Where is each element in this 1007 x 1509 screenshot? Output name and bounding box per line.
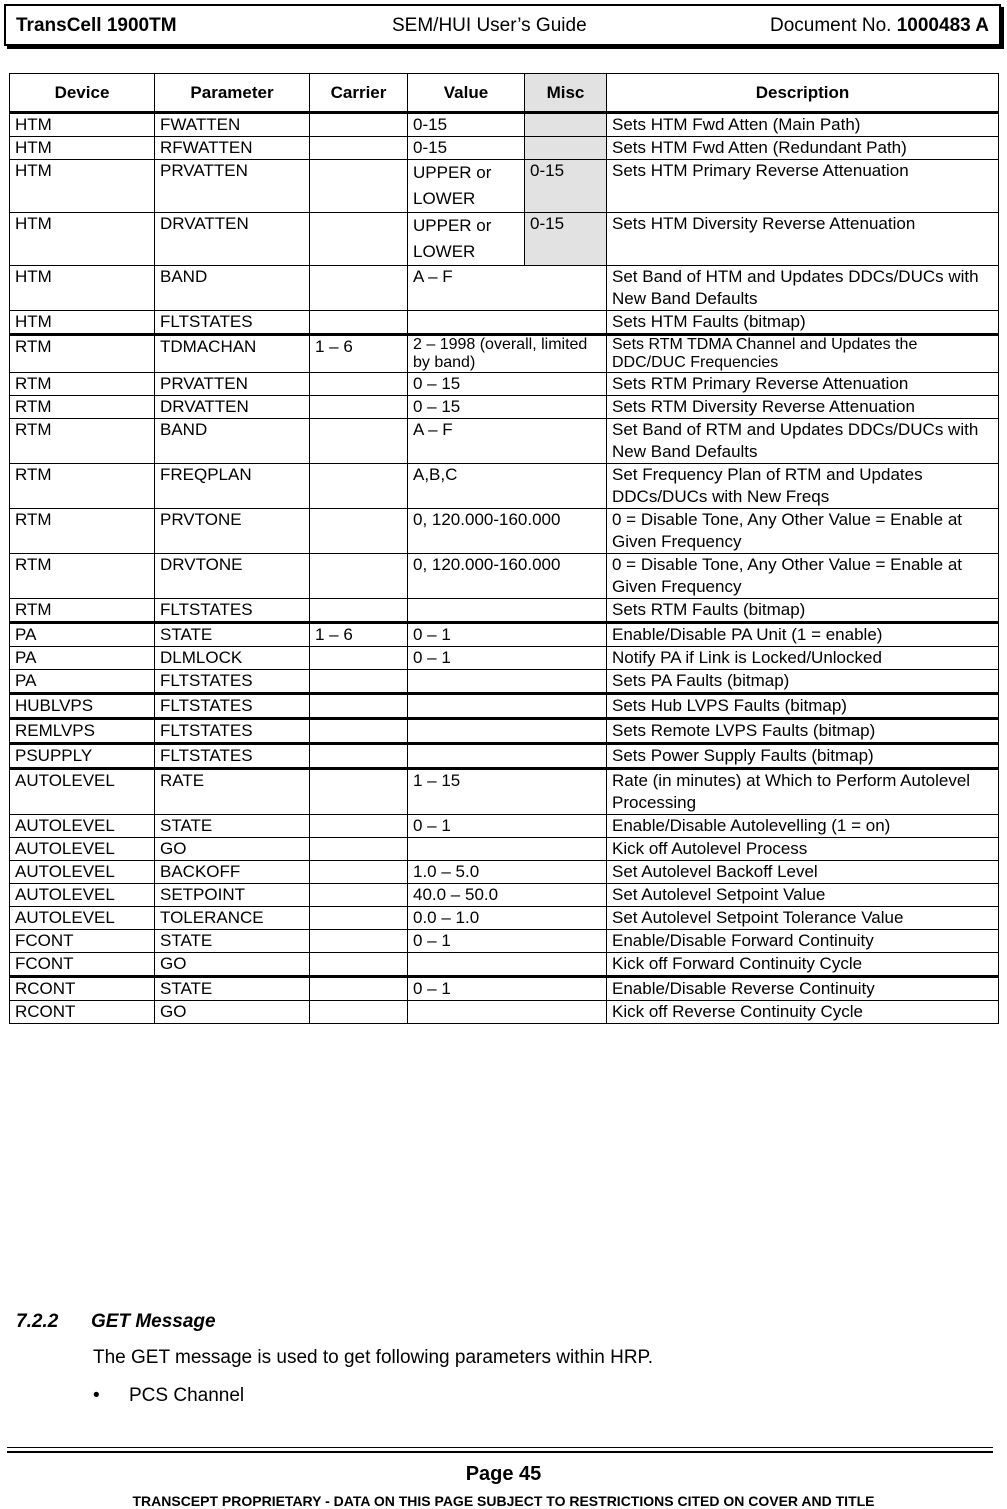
cell-description: Enable/Disable PA Unit (1 = enable): [607, 623, 999, 647]
cell-device: HTM: [10, 160, 155, 213]
cell-description: Kick off Forward Continuity Cycle: [607, 953, 999, 977]
cell-carrier: 1 – 6: [310, 623, 408, 647]
cell-device: AUTOLEVEL: [10, 838, 155, 861]
cell-parameter: GO: [155, 953, 310, 977]
cell-parameter: BACKOFF: [155, 861, 310, 884]
cell-parameter: STATE: [155, 977, 310, 1001]
cell-description: Set Autolevel Setpoint Value: [607, 884, 999, 907]
cell-value: [408, 694, 607, 719]
table-row: [10, 719, 999, 744]
cell-parameter: SETPOINT: [155, 884, 310, 907]
cell-value: 0 – 1: [408, 623, 607, 647]
cell-device: RTM: [10, 509, 155, 554]
cell-device: FCONT: [10, 953, 155, 977]
cell-device: RTM: [10, 419, 155, 464]
cell-value: [408, 838, 607, 861]
cell-carrier: [310, 647, 408, 670]
table-row: [10, 815, 999, 838]
cell-carrier: [310, 213, 408, 266]
cell-carrier: [310, 160, 408, 213]
parameter-table: [9, 73, 999, 1024]
table-row: [10, 884, 999, 907]
table-row: [10, 599, 999, 623]
cell-description: Enable/Disable Reverse Continuity: [607, 977, 999, 1001]
cell-parameter: FLTSTATES: [155, 311, 310, 335]
cell-value: 0 – 1: [408, 977, 607, 1001]
table-row: [10, 861, 999, 884]
cell-value: [408, 1001, 607, 1024]
cell-value: 0, 120.000-160.000: [408, 554, 607, 599]
cell-value: UPPER or LOWER: [408, 213, 525, 266]
cell-carrier: [310, 838, 408, 861]
header-guide-title: SEM/HUI User’s Guide: [392, 15, 587, 36]
cell-description: Sets HTM Fwd Atten (Main Path): [607, 113, 999, 137]
cell-value: 1.0 – 5.0: [408, 861, 607, 884]
cell-misc: [525, 113, 607, 137]
cell-carrier: [310, 907, 408, 930]
table-row: [10, 464, 999, 509]
cell-device: REMLVPS: [10, 719, 155, 744]
table-row: [10, 977, 999, 1001]
cell-carrier: [310, 509, 408, 554]
table-row: [10, 694, 999, 719]
cell-description: Set Autolevel Setpoint Tolerance Value: [607, 907, 999, 930]
cell-carrier: [310, 815, 408, 838]
cell-carrier: [310, 311, 408, 335]
cell-parameter: TDMACHAN: [155, 335, 310, 373]
cell-description: Sets RTM Faults (bitmap): [607, 599, 999, 623]
cell-description: 0 = Disable Tone, Any Other Value = Enable at Given Frequency: [607, 509, 999, 554]
cell-description: Sets HTM Fwd Atten (Redundant Path): [607, 137, 999, 160]
list-item-text: PCS Channel: [129, 1385, 245, 1406]
table-row: [10, 744, 999, 769]
section-paragraph: The GET message is used to get following parameters within HRP.: [93, 1347, 654, 1368]
proprietary-notice: TRANSCEPT PROPRIETARY - DATA ON THIS PAGE SUBJECT TO RESTRICTIONS CITED ON COVER AND TITLE: [132, 1493, 875, 1509]
cell-carrier: [310, 953, 408, 977]
cell-carrier: [310, 861, 408, 884]
cell-description: Sets Remote LVPS Faults (bitmap): [607, 719, 999, 744]
cell-value: A,B,C: [408, 464, 607, 509]
table-row: [10, 419, 999, 464]
cell-device: RCONT: [10, 1001, 155, 1024]
cell-carrier: [310, 977, 408, 1001]
table-row: [10, 373, 999, 396]
cell-carrier: [310, 694, 408, 719]
col-header-misc: Misc: [525, 74, 607, 113]
cell-parameter: STATE: [155, 623, 310, 647]
cell-description: Sets Power Supply Faults (bitmap): [607, 744, 999, 769]
cell-parameter: PRVTONE: [155, 509, 310, 554]
cell-description: Rate (in minutes) at Which to Perform Autolevel Processing: [607, 769, 999, 815]
cell-description: Sets RTM Primary Reverse Attenuation: [607, 373, 999, 396]
table-row: [10, 769, 999, 815]
cell-value: A – F: [408, 419, 607, 464]
cell-parameter: DRVATTEN: [155, 396, 310, 419]
cell-value: 0 – 15: [408, 373, 607, 396]
col-header-carrier: Carrier: [310, 74, 408, 113]
cell-parameter: DRVATTEN: [155, 213, 310, 266]
table-row: [10, 670, 999, 694]
cell-value: [408, 670, 607, 694]
page-header: [4, 4, 1001, 46]
cell-carrier: [310, 373, 408, 396]
table-row: [10, 335, 999, 373]
cell-parameter: PRVATTEN: [155, 160, 310, 213]
cell-carrier: 1 – 6: [310, 335, 408, 373]
cell-device: HTM: [10, 213, 155, 266]
cell-carrier: [310, 884, 408, 907]
cell-description: Sets HTM Primary Reverse Attenuation: [607, 160, 999, 213]
cell-value: 0 – 1: [408, 647, 607, 670]
cell-carrier: [310, 744, 408, 769]
table-row: [10, 137, 999, 160]
cell-device: FCONT: [10, 930, 155, 953]
cell-device: RTM: [10, 599, 155, 623]
cell-parameter: FLTSTATES: [155, 719, 310, 744]
header-product: TransCell 1900TM: [16, 15, 177, 36]
cell-description: Set Band of HTM and Updates DDCs/DUCs with New Band Defaults: [607, 266, 999, 311]
cell-device: PA: [10, 647, 155, 670]
cell-carrier: [310, 554, 408, 599]
cell-device: HTM: [10, 266, 155, 311]
cell-value: 0 – 15: [408, 396, 607, 419]
cell-value: 0, 120.000-160.000: [408, 509, 607, 554]
cell-device: AUTOLEVEL: [10, 769, 155, 815]
cell-carrier: [310, 670, 408, 694]
header-doc-label: Document No.: [770, 15, 897, 36]
cell-carrier: [310, 137, 408, 160]
cell-parameter: BAND: [155, 419, 310, 464]
cell-device: PSUPPLY: [10, 744, 155, 769]
table-row: [10, 1001, 999, 1024]
cell-value: 0.0 – 1.0: [408, 907, 607, 930]
cell-description: Enable/Disable Autolevelling (1 = on): [607, 815, 999, 838]
table-row: [10, 113, 999, 137]
table-row: [10, 623, 999, 647]
table-row: [10, 838, 999, 861]
cell-device: HTM: [10, 311, 155, 335]
table-row: [10, 953, 999, 977]
cell-device: AUTOLEVEL: [10, 861, 155, 884]
cell-value: 0-15: [408, 137, 525, 160]
cell-parameter: GO: [155, 1001, 310, 1024]
cell-value: 0 – 1: [408, 930, 607, 953]
cell-description: Set Band of RTM and Updates DDCs/DUCs with New Band Defaults: [607, 419, 999, 464]
cell-parameter: STATE: [155, 815, 310, 838]
header-doc-value: 1000483 A: [896, 15, 989, 36]
section-number: 7.2.2: [16, 1311, 59, 1332]
cell-parameter: BAND: [155, 266, 310, 311]
table-row: [10, 930, 999, 953]
cell-device: RTM: [10, 554, 155, 599]
cell-parameter: FLTSTATES: [155, 670, 310, 694]
cell-misc: 0-15: [525, 213, 607, 266]
table-row: [10, 509, 999, 554]
table-header-row: [10, 74, 999, 113]
cell-value: 0-15: [408, 113, 525, 137]
footer-divider: [7, 1447, 993, 1453]
cell-parameter: DLMLOCK: [155, 647, 310, 670]
cell-value: [408, 719, 607, 744]
cell-parameter: FREQPLAN: [155, 464, 310, 509]
cell-description: Sets PA Faults (bitmap): [607, 670, 999, 694]
table-row: [10, 213, 999, 266]
header-document-number: [770, 15, 989, 37]
cell-value: UPPER or LOWER: [408, 160, 525, 213]
section-heading: [16, 1311, 216, 1333]
cell-carrier: [310, 464, 408, 509]
cell-device: RTM: [10, 373, 155, 396]
cell-value: [408, 744, 607, 769]
cell-misc: [525, 137, 607, 160]
cell-value: 2 – 1998 (overall, limited by band): [408, 335, 607, 373]
cell-carrier: [310, 719, 408, 744]
cell-carrier: [310, 930, 408, 953]
cell-carrier: [310, 1001, 408, 1024]
cell-value: A – F: [408, 266, 607, 311]
cell-device: RTM: [10, 335, 155, 373]
cell-parameter: RATE: [155, 769, 310, 815]
table-row: [10, 311, 999, 335]
cell-carrier: [310, 396, 408, 419]
cell-carrier: [310, 599, 408, 623]
list-item: [93, 1385, 244, 1407]
cell-device: PA: [10, 670, 155, 694]
cell-parameter: FWATTEN: [155, 113, 310, 137]
table-row: [10, 266, 999, 311]
cell-description: Sets HTM Faults (bitmap): [607, 311, 999, 335]
cell-description: Sets RTM TDMA Channel and Updates the DDC/DUC Frequencies: [607, 335, 999, 373]
cell-description: Set Autolevel Backoff Level: [607, 861, 999, 884]
cell-parameter: FLTSTATES: [155, 694, 310, 719]
cell-device: PA: [10, 623, 155, 647]
cell-parameter: DRVTONE: [155, 554, 310, 599]
cell-parameter: GO: [155, 838, 310, 861]
cell-value: 40.0 – 50.0: [408, 884, 607, 907]
col-header-parameter: Parameter: [155, 74, 310, 113]
section-title: GET Message: [91, 1311, 216, 1332]
cell-carrier: [310, 266, 408, 311]
cell-description: Sets Hub LVPS Faults (bitmap): [607, 694, 999, 719]
cell-parameter: FLTSTATES: [155, 744, 310, 769]
cell-parameter: RFWATTEN: [155, 137, 310, 160]
cell-device: RTM: [10, 396, 155, 419]
cell-description: Notify PA if Link is Locked/Unlocked: [607, 647, 999, 670]
table-row: [10, 554, 999, 599]
col-header-value: Value: [408, 74, 525, 113]
cell-description: Enable/Disable Forward Continuity: [607, 930, 999, 953]
bullet-marker: •: [93, 1385, 100, 1406]
cell-description: Sets RTM Diversity Reverse Attenuation: [607, 396, 999, 419]
table-row: [10, 396, 999, 419]
cell-device: HTM: [10, 113, 155, 137]
cell-parameter: PRVATTEN: [155, 373, 310, 396]
cell-description: Set Frequency Plan of RTM and Updates DDCs/DUCs with New Freqs: [607, 464, 999, 509]
cell-carrier: [310, 113, 408, 137]
table-row: [10, 907, 999, 930]
cell-description: Kick off Autolevel Process: [607, 838, 999, 861]
cell-description: 0 = Disable Tone, Any Other Value = Enable at Given Frequency: [607, 554, 999, 599]
cell-description: Kick off Reverse Continuity Cycle: [607, 1001, 999, 1024]
cell-description: Sets HTM Diversity Reverse Attenuation: [607, 213, 999, 266]
cell-device: HUBLVPS: [10, 694, 155, 719]
cell-value: [408, 953, 607, 977]
cell-value: 0 – 1: [408, 815, 607, 838]
cell-device: AUTOLEVEL: [10, 907, 155, 930]
col-header-device: Device: [10, 74, 155, 113]
cell-parameter: STATE: [155, 930, 310, 953]
table-row: [10, 160, 999, 213]
cell-carrier: [310, 419, 408, 464]
table-row: [10, 647, 999, 670]
cell-parameter: FLTSTATES: [155, 599, 310, 623]
cell-carrier: [310, 769, 408, 815]
cell-device: AUTOLEVEL: [10, 815, 155, 838]
cell-value: [408, 599, 607, 623]
cell-device: RCONT: [10, 977, 155, 1001]
cell-value: 1 – 15: [408, 769, 607, 815]
page-number: Page 45: [465, 1463, 542, 1485]
cell-value: [408, 311, 607, 335]
col-header-description: Description: [607, 74, 999, 113]
cell-device: RTM: [10, 464, 155, 509]
cell-parameter: TOLERANCE: [155, 907, 310, 930]
cell-misc: 0-15: [525, 160, 607, 213]
cell-device: AUTOLEVEL: [10, 884, 155, 907]
cell-device: HTM: [10, 137, 155, 160]
